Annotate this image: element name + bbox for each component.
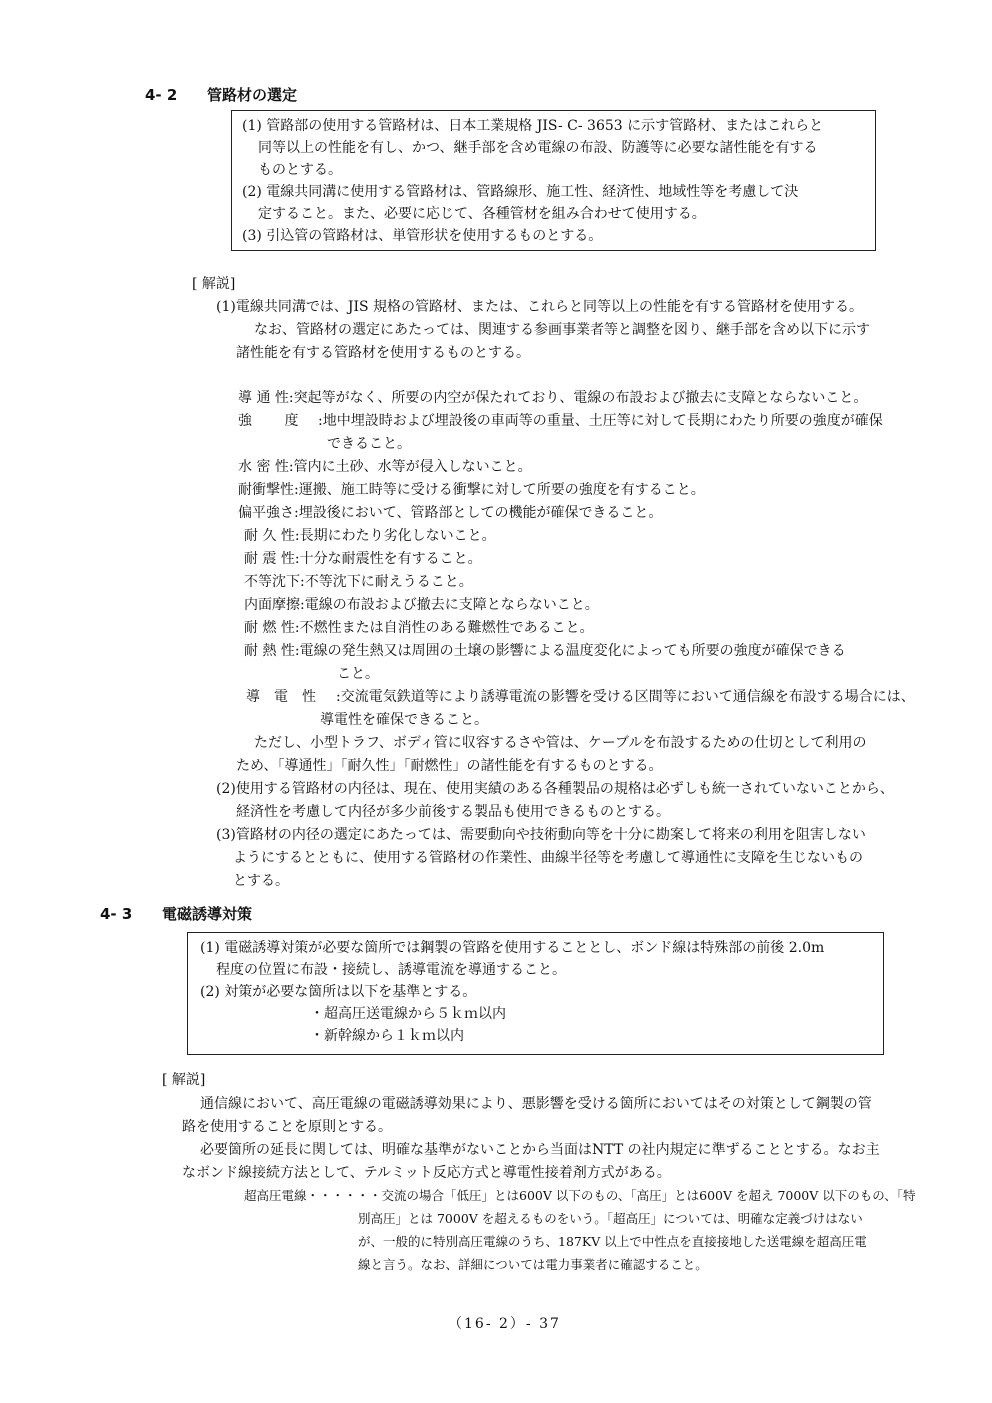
section-number: 4- 2 [145,86,178,104]
box-line: 同等以上の性能を有し、かつ、継手部を含め電線の布設、防護等に必要な諸性能を有する [258,140,818,156]
box-line: (3) 引込管の管路材は、単管形状を使用するものとする。 [242,228,603,244]
property-desc: できること。 [327,436,411,452]
note-line: が、一般的に特別高圧電線のうち、187KV 以上で中性点を直接接地した送電線を超高圧電 [358,1234,867,1249]
commentary-line: (3)管路材の内径の選定にあたっては、需要動向や技術動向等を十分に勘案して将来の利用を阻害しない [216,827,866,843]
box-line: ・超高圧送電線から５ｋｍ以内 [310,1006,506,1022]
section-title: 電磁誘導対策 [162,905,253,923]
property-desc: 管内に土砂、水等が侵入しないこと。 [293,459,532,475]
property-term: 偏平強さ [238,505,294,521]
property-desc: 不等沈下に耐えうること。 [304,574,473,590]
property-term: 不等沈下 [244,574,300,590]
commentary-line: 通信線において、高圧電線の電磁誘導効果により、悪影響を受ける箇所においてはその対策として鋼製の管 [200,1096,872,1112]
commentary-line: 経済性を考慮して内径が多少前後する製品も使用できるものとする。 [236,804,670,820]
property-row: 導 通 性:突起等がなく、所要の内空が保たれており、電線の布設および撤去に支障とならないこと。 [238,387,867,409]
property-row: 不等沈下:不等沈下に耐えうること。 [244,571,473,593]
property-row: 導 電 性 :交流電気鉄道等により誘導電流の影響を受ける区間等において通信線を布設する場合には、 [246,686,915,708]
box-line: 定すること。また、必要に応じて、各種管材を組み合わせて使用する。 [258,206,706,222]
property-desc: 埋設後において、管路部としての機能が確保できること。 [298,505,663,521]
property-row: 水 密 性:管内に土砂、水等が侵入しないこと。 [238,456,532,478]
note-line: 線と言う。なお、詳細については電力事業者に確認すること。 [358,1257,708,1272]
commentary-line: ため、「導通性」「耐久性」「耐燃性」の諸性能を有するものとする。 [236,758,663,774]
property-row [337,663,379,685]
property-term: 耐衝撃性 [238,482,294,498]
property-desc: 突起等がなく、所要の内空が保たれており、電線の布設および撤去に支障とならないこと。 [293,390,868,406]
note-line: 別高圧」とは 7000V を超えるものをいう。「超高圧」については、明確な定義づけはない [358,1211,863,1226]
commentary-line: なボンド線接続方法として、テルミット反応方式と導電性接着剤方式がある。 [182,1165,671,1181]
property-desc: 導電性を確保できること。 [320,712,488,728]
commentary-line: ようにするとともに、使用する管路材の作業性、曲線半径等を考慮して導通性に支障を生じないもの [233,850,863,866]
property-desc: こと。 [337,666,379,682]
property-row: 耐 熱 性:電線の発生熱又は周囲の土壌の影響による温度変化によっても所要の強度が確保できる [244,640,846,662]
property-desc: 交流電気鉄道等により誘導電流の影響を受ける区間等において通信線を布設する場合には、 [340,689,915,705]
property-desc: 電線の布設および撤去に支障とならないこと。 [304,597,599,613]
property-term: 水 密 性 [238,459,289,475]
section-4-3-requirements-box [187,932,884,1055]
box-line: 程度の位置に布設・接続し、誘導電流を導通すること。 [216,962,566,978]
commentary-label: [ 解説] [192,276,236,292]
property-desc: 不燃性または自消性のある難燃性であること。 [299,620,594,636]
commentary-line: なお、管路材の選定にあたっては、関連する参画事業者等と調整を図り、継手部を含め以下に示す [254,322,870,338]
property-term: 導 電 性 [246,689,316,705]
section-4-2-requirements-box [231,110,876,251]
property-row: 耐 震 性:十分な耐震性を有すること。 [244,548,482,570]
commentary-line: 諸性能を有する管路材を使用するものとする。 [236,345,530,361]
box-line: ものとする。 [258,162,342,178]
property-row: 内面摩擦:電線の布設および撤去に支障とならないこと。 [244,594,599,616]
commentary-line: (1)電線共同溝では、JIS 規格の管路材、または、これらと同等以上の性能を有する管路材を使用する。 [216,299,864,315]
property-term: 耐 震 性 [244,551,295,567]
box-line: (2) 電線共同溝に使用する管路材は、管路線形、施工性、経済性、地域性等を考慮して決 [242,184,799,200]
commentary-line: (2)使用する管路材の内径は、現在、使用実績のある各種製品の規格は必ずしも統一されていないことから、 [216,781,894,797]
property-row: 耐衝撃性:運搬、施工時等に受ける衝撃に対して所要の強度を有すること。 [238,479,705,501]
box-line: ・新幹線から１ｋｍ以内 [310,1028,464,1044]
section-4-2-heading [145,84,297,105]
box-line: (1) 電磁誘導対策が必要な箇所では鋼製の管路を使用することとし、ボンド線は特殊部の前後 2.0m [200,940,825,956]
property-term: 耐 熱 性 [244,643,295,659]
note-line: 超高圧電線・・・・・・交流の場合「低圧」とは600V 以下のもの、「高圧」とは600V を超え 7000V 以下のもの、「特 [244,1188,916,1203]
property-term: 導 通 性 [238,390,289,406]
property-desc: 運搬、施工時等に受ける衝撃に対して所要の強度を有すること。 [298,482,705,498]
property-desc: 電線の発生熱又は周囲の土壌の影響による温度変化によっても所要の強度が確保できる [299,643,846,659]
property-term: 強 度 [238,413,299,429]
commentary-line: 路を使用することを原則とする。 [182,1119,392,1135]
property-row: 偏平強さ:埋設後において、管路部としての機能が確保できること。 [238,502,662,524]
box-line: (2) 対策が必要な箇所は以下を基準とする。 [200,984,477,1000]
property-term: 耐 久 性 [244,528,295,544]
commentary-line: ただし、小型トラフ、ボディ管に収容するさや管は、ケーブルを布設するための仕切として利用の [254,735,867,751]
property-row: 耐 燃 性:不燃性または自消性のある難燃性であること。 [244,617,594,639]
box-line: (1) 管路部の使用する管路材は、日本工業規格 JIS- C- 3653 に示す管路材、またはこれらと [242,118,824,134]
property-desc: 十分な耐震性を有すること。 [299,551,482,567]
property-term: 内面摩擦 [244,597,300,613]
page-number: （16- 2）- 37 [448,1316,561,1332]
property-row [320,709,488,731]
property-row [327,433,411,455]
property-term: 耐 燃 性 [244,620,295,636]
section-4-3-heading [100,903,252,924]
commentary-line: 必要箇所の延長に関しては、明確な基準がないことから当面はNTT の社内規定に準ずることとする。なお主 [200,1142,880,1158]
commentary-label: [ 解説] [162,1072,206,1088]
section-number: 4- 3 [100,905,133,923]
property-desc: 長期にわたり劣化しないこと。 [299,528,496,544]
property-row: 耐 久 性:長期にわたり劣化しないこと。 [244,525,496,547]
section-title: 管路材の選定 [207,86,298,104]
property-desc: 地中埋設時および埋設後の車両等の重量、土圧等に対して長期にわたり所要の強度が確保 [322,413,883,429]
property-row: 強 度 :地中埋設時および埋設後の車両等の重量、土圧等に対して長期にわたり所要の強度が確保 [238,410,883,432]
commentary-line: とする。 [233,873,289,889]
